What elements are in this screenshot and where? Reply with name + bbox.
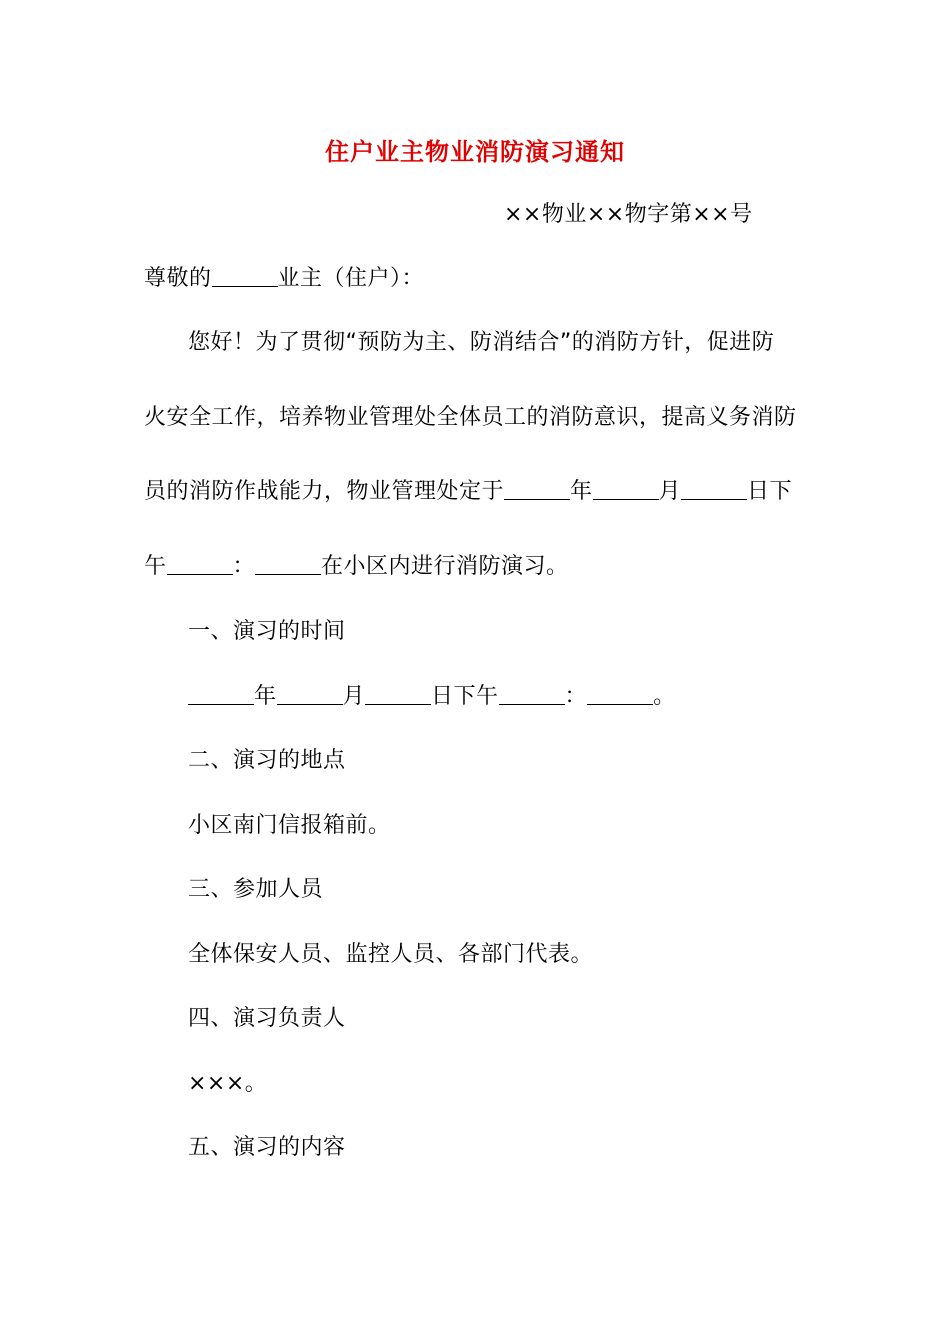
s1-colon: ： bbox=[564, 684, 588, 709]
section-4-heading: 四、演习负责人 bbox=[188, 1006, 346, 1031]
s1-year-blank bbox=[188, 682, 254, 705]
section-4-body: ×××。 bbox=[188, 1071, 268, 1096]
year-label: 年 bbox=[570, 479, 593, 504]
salutation-prefix: 尊敬的 bbox=[144, 266, 212, 291]
document-number: ××物业××物字第××号 bbox=[504, 202, 753, 227]
s1-end: 。 bbox=[653, 684, 676, 709]
month-blank bbox=[593, 477, 659, 500]
year-blank bbox=[504, 477, 570, 500]
intro-line-2: 火安全工作，培养物业管理处全体员工的消防意识，提高义务消防 bbox=[144, 405, 797, 430]
s1-hour-blank bbox=[499, 682, 565, 705]
day-blank bbox=[681, 477, 747, 500]
s1-day-label: 日下午 bbox=[431, 684, 499, 709]
section-5-heading: 五、演习的内容 bbox=[188, 1135, 346, 1160]
intro-line-4-text: 在小区内进行消防演习。 bbox=[321, 554, 569, 579]
salutation-suffix: 业主（住户）： bbox=[277, 266, 425, 291]
section-2-heading: 二、演习的地点 bbox=[188, 748, 346, 773]
section-3-heading: 三、参加人员 bbox=[188, 877, 324, 902]
s1-month-blank bbox=[277, 682, 343, 705]
salutation bbox=[144, 264, 424, 294]
hour-blank bbox=[167, 552, 233, 575]
s1-month-label: 月 bbox=[342, 684, 366, 709]
section-2-body: 小区南门信报箱前。 bbox=[188, 813, 391, 838]
intro-line-3-text: 员的消防作战能力，物业管理处定于 bbox=[144, 479, 505, 504]
section-1-body bbox=[188, 682, 676, 712]
month-label: 月 bbox=[658, 479, 682, 504]
s1-day-blank bbox=[365, 682, 431, 705]
afternoon-label: 午 bbox=[144, 554, 167, 579]
intro-line-3 bbox=[144, 477, 792, 507]
s1-year-label: 年 bbox=[254, 684, 277, 709]
minute-blank bbox=[255, 552, 321, 575]
owner-name-blank bbox=[212, 264, 278, 287]
s1-minute-blank bbox=[587, 682, 653, 705]
intro-line-1: 您好！为了贯彻“预防为主、防消结合”的消防方针，促进防 bbox=[188, 330, 775, 355]
day-afternoon-label: 日下 bbox=[747, 479, 793, 504]
section-1-heading: 一、演习的时间 bbox=[188, 619, 346, 644]
time-colon: ： bbox=[232, 554, 256, 579]
document-title: 住户业主物业消防演习通知 bbox=[325, 138, 625, 166]
section-3-body: 全体保安人员、监控人员、各部门代表。 bbox=[188, 942, 594, 967]
intro-line-4 bbox=[144, 552, 569, 582]
